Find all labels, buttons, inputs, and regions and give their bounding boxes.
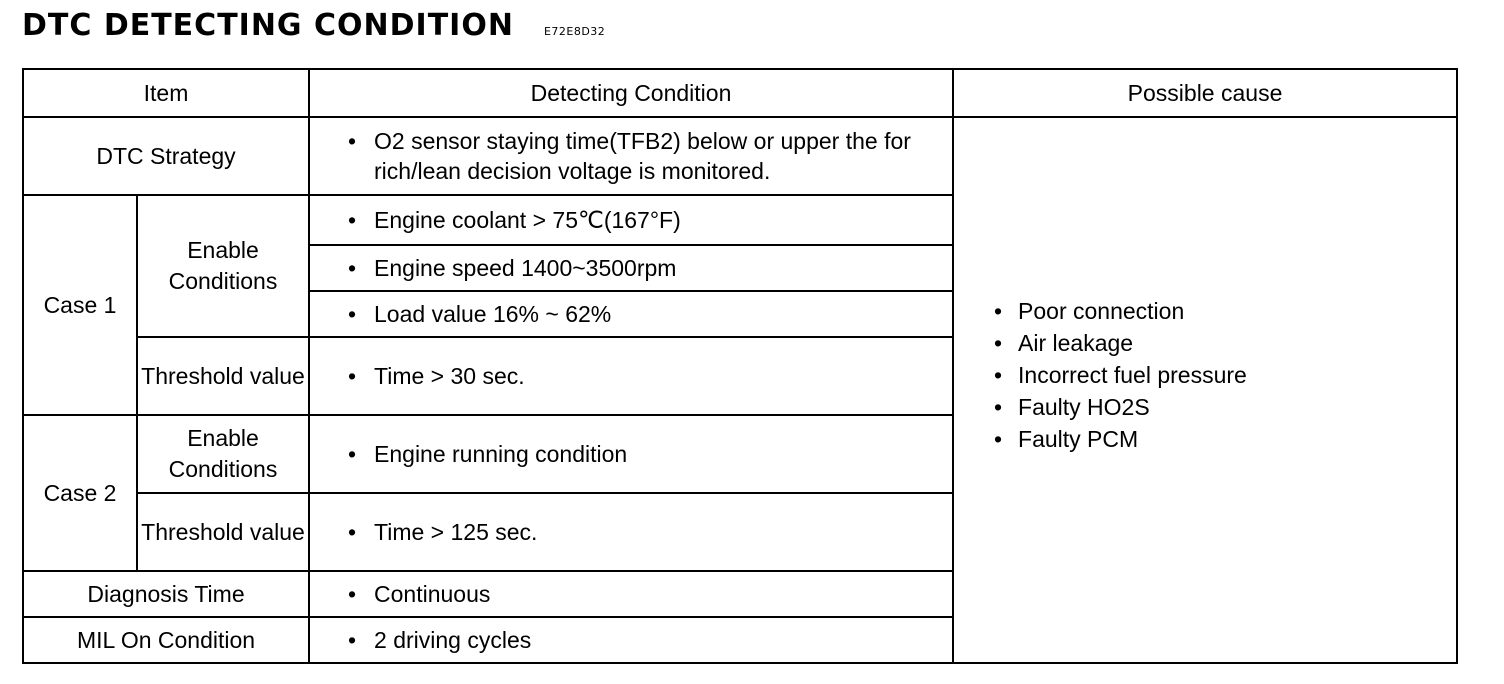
bullet: • bbox=[348, 441, 357, 467]
bullet: • bbox=[348, 128, 357, 154]
diagnosis-label: Diagnosis Time bbox=[23, 571, 309, 617]
strategy-label: DTC Strategy bbox=[23, 117, 309, 195]
case1-enable-condition bbox=[309, 245, 953, 291]
case2-enable-condition bbox=[309, 415, 953, 493]
cause-item: • Poor connection bbox=[994, 295, 1456, 327]
page-title: DTC DETECTING CONDITION bbox=[22, 8, 514, 43]
bullet: • bbox=[348, 301, 357, 327]
case2-enable-label: Enable Conditions bbox=[137, 415, 309, 493]
header-detecting-condition: Detecting Condition bbox=[309, 69, 953, 117]
cause-item: • Faulty HO2S bbox=[994, 391, 1456, 423]
cause-item: • Faulty PCM bbox=[994, 423, 1456, 455]
case2-label: Case 2 bbox=[23, 415, 137, 571]
case2-enable-condition-text: Engine running condition bbox=[374, 441, 628, 467]
dtc-table bbox=[22, 68, 1458, 664]
mil-condition-text: 2 driving cycles bbox=[374, 627, 532, 653]
header-possible-cause: Possible cause bbox=[953, 69, 1457, 117]
case1-enable-condition-text: Engine coolant > 75℃(167°F) bbox=[374, 207, 681, 233]
cause-item: • Air leakage bbox=[994, 327, 1456, 359]
document-code: E72E8D32 bbox=[543, 25, 606, 38]
case2-threshold-label: Threshold value bbox=[137, 493, 309, 571]
title-row bbox=[22, 8, 605, 48]
case1-enable-condition bbox=[309, 291, 953, 337]
bullet: • bbox=[348, 255, 357, 281]
header-item: Item bbox=[23, 69, 309, 117]
case1-threshold-text: Time > 30 sec. bbox=[374, 363, 525, 389]
case1-threshold-label: Threshold value bbox=[137, 337, 309, 415]
bullet: • bbox=[348, 627, 357, 653]
bullet: • bbox=[348, 519, 357, 545]
diagnosis-condition-text: Continuous bbox=[374, 581, 491, 607]
strategy-condition bbox=[309, 117, 953, 195]
case1-enable-condition bbox=[309, 195, 953, 245]
possible-causes-list bbox=[994, 295, 1456, 455]
bullet: • bbox=[348, 581, 357, 607]
strategy-row bbox=[23, 117, 1457, 195]
possible-causes-cell bbox=[953, 117, 1457, 663]
strategy-condition-text: O2 sensor staying time(TFB2) below or upper the for rich/lean decision voltage is monitored. bbox=[374, 128, 911, 184]
cause-item: • Incorrect fuel pressure bbox=[994, 359, 1456, 391]
diagnosis-condition bbox=[309, 571, 953, 617]
case1-enable-condition-text: Load value 16% ~ 62% bbox=[374, 301, 612, 327]
case2-threshold-text: Time > 125 sec. bbox=[374, 519, 538, 545]
case1-enable-condition-text: Engine speed 1400~3500rpm bbox=[374, 255, 677, 281]
bullet: • bbox=[348, 207, 357, 233]
case1-threshold-condition bbox=[309, 337, 953, 415]
mil-label: MIL On Condition bbox=[23, 617, 309, 663]
bullet: • bbox=[348, 363, 357, 389]
header-row bbox=[23, 69, 1457, 117]
mil-condition bbox=[309, 617, 953, 663]
case1-enable-label: Enable Conditions bbox=[137, 195, 309, 337]
case2-threshold-condition bbox=[309, 493, 953, 571]
case1-label: Case 1 bbox=[23, 195, 137, 415]
